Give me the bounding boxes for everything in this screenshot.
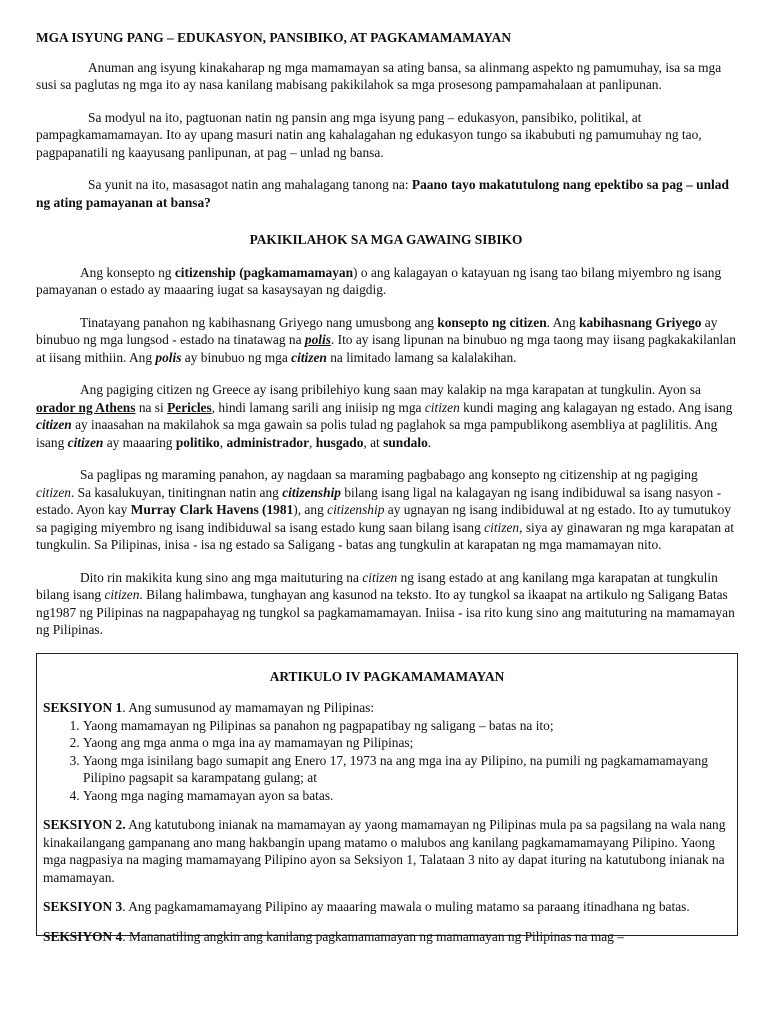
emphasized-term: polis: [304, 332, 331, 347]
emphasized-term: citizen: [67, 434, 104, 450]
section-label: SEKSIYON 1: [43, 700, 123, 715]
text-span: Ang pagiging citizen ng Greece ay isang pribilehiyo kung saan may kalakip na mga karapatan at tungkulin. Ayon sa: [80, 382, 701, 397]
italic-term: citizen: [484, 519, 520, 535]
text-span: bilang isang ligal na kalagayan ng isang indibiduwal sa isang nasyon - estado. Ayon kay: [36, 484, 722, 517]
italic-term: citizen: [362, 569, 398, 585]
text-span: na si: [135, 399, 168, 415]
italic-term: citizenship: [327, 502, 385, 517]
emphasized-term: polis: [155, 349, 182, 365]
section-label: SEKSIYON 3: [43, 899, 123, 914]
intro-paragraph-1: Anuman ang isyung kinakaharap ng mga mamamayan sa ating bansa, sa alinmang aspekto ng pamumuhay, isa sa mga susi sa paglutas ng mga ito ay nasa kanilang mabisang pakikilahok sa mga prosesong pampamahalaan at panlipunan.: [36, 59, 722, 92]
text-span: na limitado lamang sa kalalakihan.: [326, 349, 517, 365]
text-span: Dito rin makikita kung sino ang mga maituturing na: [80, 569, 363, 585]
body-paragraph-5: [36, 569, 736, 639]
text-span: ), ang: [293, 502, 328, 517]
article-box: [36, 653, 738, 944]
key-question: Paano tayo makatutulong nang epektibo sa pag – unlad ng ating pamayanan at bansa?: [36, 177, 729, 210]
bold-term: sundalo: [383, 434, 428, 450]
text-span: kundi maging ang kalagayan ng estado. Ang isang: [459, 399, 733, 415]
italic-term: citizen: [36, 484, 71, 500]
body-paragraph-4: [36, 466, 736, 554]
text-span: ay inaasahan na makilahok sa mga gawain sa polis tulad ng paglahok sa mga pampublikong asembliya at paglilitis. Ang isang: [36, 417, 718, 450]
text-span: ay binubuo ng mga lungsod - estado na tinatawag na: [36, 314, 718, 347]
intro-paragraph-2: Sa modyul na ito, pagtuonan natin ng pansin ang mga isyung pang – edukasyon, pansibiko, politikal, at pampagkamamamayan. Ito ay upang masuri natin ang kahalagahan ng edukasyon tungo sa ikabubuti ng pamumuhay ng tao, pagpapanatili ng kaayusang panlipunan, at pag – unlad ng bansa.: [36, 109, 702, 160]
section-text: . Mananatiling angkin ang kanilang pagkamamamayan ng mamamayan ng Pilipinas na mag –: [122, 928, 624, 944]
body-paragraph-1: [36, 264, 736, 299]
bold-term: Murray Clark Havens (1981: [130, 502, 294, 517]
bold-term: citizenship (pagkamamamayan: [174, 264, 354, 280]
document-page: [36, 29, 736, 944]
list-item: 2. Yaong ang mga anma o mga ina ay mamamayan ng Pilipinas;: [83, 734, 731, 752]
text-span: , at: [363, 434, 384, 450]
text-span: ,: [219, 434, 227, 450]
bold-term: administrador: [226, 434, 310, 450]
text-span: , siya ay ginawaran ng mga karapatan at tungkulin. Sa Pilipinas, inisa - isa ng estado sa Saligang - batas ang tungkulin at karapatan ng mga mamamayan nito.: [36, 519, 735, 552]
text-span: ay maaaring: [103, 434, 176, 450]
text-span: Sa paglipas ng maraming panahon, ay nagdaan sa maraming pagbabago ang konsepto ng citizenship at ng pagiging: [80, 467, 698, 482]
section-1: [43, 699, 731, 717]
underlined-term: Pericles: [167, 399, 212, 415]
text-span: , hindi lamang sarili ang iniisip ng mga: [211, 399, 425, 415]
emphasized-term: citizenship: [282, 484, 341, 500]
text-span: Sa yunit na ito, masasagot natin ang mahalagang tanong na:: [88, 177, 412, 192]
emphasized-term: citizen: [291, 349, 327, 365]
section-text: . Ang pagkamamamayang Pilipino ay maaaring mawala o muling matamo sa paraang itinadhana ng batas.: [122, 899, 690, 914]
section-text: . Ang sumusunod ay mamamayan ng Pilipinas:: [122, 700, 375, 715]
section-text: Ang katutubong inianak na mamamayan ay yaong mamamayan ng Pilipinas mula pa sa pagsilang na wala nang kinakailangang gampanang ano mang hakbangin upang matamo o malubos ang kanilang pagkamamamayang Pilipino. Yaong mga nagpasiya na maging mamamayang Pilipino ayon sa Seksiyon 1, Talataan 3 nito ay dapat ituring na katutubong inianak na mamamayan.: [43, 817, 726, 885]
text-span: ,: [309, 434, 316, 450]
text-span: . Ito ay isang lipunan na binubuo ng mga taong may iisang pagkakakilanlan at iisang mithiin. Ang: [36, 332, 736, 365]
text-span: ng isang estado at ang kanilang mga karapatan at tungkulin bilang isang: [36, 569, 718, 602]
bold-term: konsepto ng citizen: [437, 314, 547, 330]
text-span: . Ang: [546, 314, 580, 330]
text-span: ay binubuo ng mga: [181, 349, 292, 365]
body-paragraph-3: [36, 381, 736, 451]
section-label: SEKSIYON 2.: [43, 817, 126, 832]
section-2: [43, 816, 731, 886]
italic-term: citizen: [424, 399, 460, 415]
article-title: ARTIKULO IV PAGKAMAMAMAYAN: [269, 668, 505, 684]
section-4: [43, 928, 731, 946]
section-1-list: [43, 717, 731, 805]
text-span: Tinatayang panahon ng kabihasnang Griyego nang umusbong ang: [80, 314, 438, 330]
bold-term: husgado: [315, 434, 364, 450]
bold-term: politiko: [175, 434, 220, 450]
italic-term: citizen: [104, 587, 140, 602]
text-span: .: [427, 434, 432, 450]
emphasized-term: citizen: [36, 417, 72, 432]
underlined-term: orador ng Athens: [36, 399, 136, 415]
text-span: . Sa kasalukuyan, tinitingnan natin ang: [70, 484, 283, 500]
list-item: 3. Yaong mga isinilang bago sumapit ang Enero 17, 1973 na ang mga ina ay Pilipino, na pumili ng pagkamamamayang Pilipino pagsapit sa karampatang gulang; at: [83, 752, 731, 787]
bold-term: kabihasnang Griyego: [579, 314, 702, 330]
body-paragraph-2: [36, 314, 736, 367]
list-item: 4. Yaong mga naging mamamayan ayon sa batas.: [83, 787, 731, 805]
text-span: . Bilang halimbawa, tunghayan ang kasunod na teksto. Ito ay tungkol sa ikaapat na artikulo ng Saligang Batas ng1987 ng Pilipinas na nagpapahayag ng tungkol sa pagkamamamayan. Iniisa - isa rito kung sino ang maituturing na mamamayan ng Pilipinas.: [36, 587, 735, 637]
section-3: [43, 898, 731, 916]
section-heading: PAKIKILAHOK SA MGA GAWAING SIBIKO: [249, 232, 523, 247]
section-label: SEKSIYON 4: [43, 928, 123, 944]
intro-paragraph-3: [36, 176, 736, 211]
text-span: ) o ang kalagayan o katayuan ng isang tao bilang miyembro ng isang pamayanan o estado ay maaaring iugat sa kasaysayan ng daigdig.: [36, 264, 722, 297]
text-span: Ang konsepto ng: [80, 264, 175, 280]
document-title: MGA ISYUNG PANG – EDUKASYON, PANSIBIKO, AT PAGKAMAMAMAYAN: [36, 30, 512, 45]
list-item: 1. Yaong mamamayan ng Pilipinas sa panahon ng pagpapatibay ng saligang – batas na ito;: [83, 717, 731, 735]
text-span: ay ugnayan ng isang indibiduwal at ng estado. Ito ay tumutukoy sa pagiging miyembro ng isang indibiduwal sa isang estado kung saan bilang isang: [36, 502, 732, 535]
